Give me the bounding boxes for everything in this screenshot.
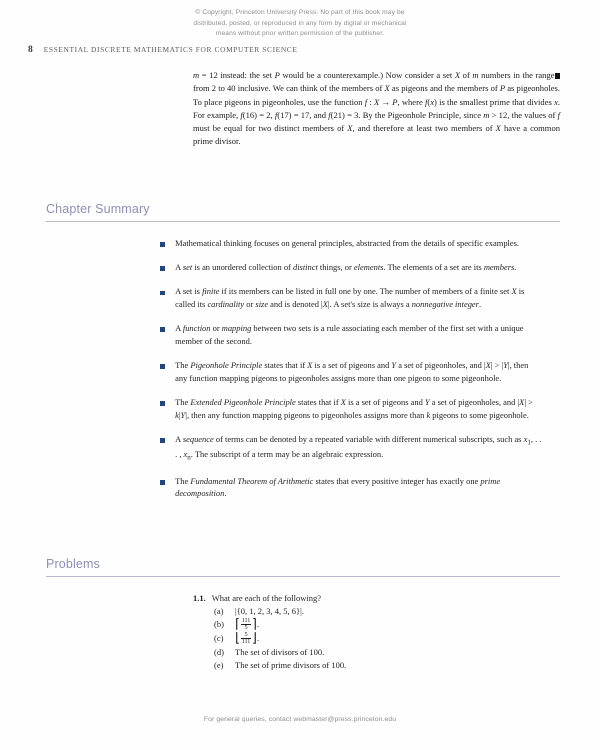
problem-part (214, 605, 560, 617)
part-math-ceiling: ⌈ $\frac{111}{5}$ ⌉. (235, 615, 260, 632)
list-item (160, 322, 542, 347)
summary-bullet-text: The Extended Pigeonhole Principle states that if X is a set of pigeons and Y a set of pigeonholes, and |X| > k|Y|, then any function mapping pigeons to pigeonholes assigns more than k pigeons to some pigeonhole. (175, 396, 533, 420)
list-item (160, 475, 542, 500)
page-footer: For general queries, contact webmaster@press.princeton.edu (203, 716, 397, 723)
summary-bullet-text: The Fundamental Theorem of Arithmetic states that every positive integer has exactly one prime decomposition. (175, 475, 501, 499)
summary-bullet-text: A function or mapping between two sets is a rule associating each member of the first set with a unique member of the second. (175, 323, 524, 346)
problem-parts (214, 605, 560, 671)
square-bullet-icon (160, 480, 165, 485)
problem-part (214, 646, 560, 658)
fraction-numerator: 111 (241, 616, 251, 624)
chapter-summary-title: Chapter Summary (46, 202, 150, 216)
part-text: The set of prime divisors of 100. (235, 659, 347, 670)
qed-tombstone-icon (555, 73, 561, 79)
fraction-denominator: 111 (241, 638, 251, 646)
problem-part (214, 615, 560, 632)
page-number: 8 (28, 45, 33, 55)
copyright-line-1: © Copyright, Princeton University Press. No part of this book may be (195, 9, 405, 16)
body-column (193, 69, 560, 149)
fraction-denominator: 5 (244, 624, 248, 632)
square-bullet-icon (160, 401, 165, 406)
part-label: (d) (214, 647, 224, 658)
list-item (160, 396, 542, 421)
list-item (160, 285, 542, 310)
problem-part (214, 659, 560, 671)
copyright-line-3: means without prior written permission of the publisher. (215, 30, 385, 38)
square-bullet-icon (160, 266, 165, 271)
part-trailing: . (256, 633, 260, 644)
summary-bullet-text: A set is an unordered collection of distinct things, or elements. The elements of a set are its members. (175, 262, 517, 273)
fraction (241, 632, 252, 646)
problems-section-header (46, 557, 560, 577)
list-item (160, 433, 542, 464)
fraction-numerator: 5 (241, 632, 252, 640)
part-trailing: . (256, 618, 260, 629)
part-text: |{0, 1, 2, 3, 4, 5, 6}|. (235, 606, 304, 617)
square-bullet-icon (160, 327, 165, 332)
square-bullet-icon (160, 364, 165, 369)
copyright-line-2: distributed, posted, or reproduced in any form by digital or mechanical (193, 19, 407, 27)
part-label: (b) (214, 618, 224, 629)
list-item (160, 237, 542, 250)
running-head (28, 45, 572, 55)
problems-title: Problems (46, 557, 100, 571)
book-title: ESSENTIAL DISCRETE MATHEMATICS FOR COMPUTER SCIENCE (43, 45, 298, 54)
chapter-summary-list (160, 237, 542, 512)
copyright-notice (0, 8, 600, 40)
problem-prompt: What are each of the following? (211, 593, 322, 603)
list-item (160, 261, 542, 274)
square-bullet-icon (160, 291, 165, 296)
square-bullet-icon (160, 438, 165, 443)
chapter-summary-section-header (46, 202, 560, 222)
problems-list (193, 592, 560, 671)
part-label: (e) (214, 659, 224, 670)
part-text: The set of divisors of 100. (235, 647, 325, 658)
problem-part (214, 632, 560, 646)
part-math-floor: ⌊ $\frac{5}{111}$ ⌋. (235, 630, 260, 646)
part-label: (c) (214, 633, 224, 644)
square-bullet-icon (160, 242, 165, 247)
part-label: (a) (214, 606, 224, 617)
summary-bullet-text: Mathematical thinking focuses on general principles, abstracted from the details of specific examples. (175, 238, 520, 248)
list-item (160, 359, 542, 384)
problem-number: 1.1. (193, 593, 206, 603)
chapter-summary-divider (46, 221, 560, 222)
body-paragraph (193, 69, 560, 149)
fraction (241, 618, 252, 632)
problems-divider (46, 576, 560, 577)
body-paragraph-text: m = 12 instead: the set P would be a counterexample.) Now consider a set X of m numbers in the range from 2 to 40 inclusive. We can think of the members of X as pigeons and the members of P as pigeonholes. To place pigeons in pigeonholes, use the function f : X → P, where f(x) is the smallest prime that divides x. For example, f(16) = 2, f(17) = 17, and f(21) = 3. By the Pigeonhole Principle, since m > 12, the values of f must be equal for two distinct members of X, and therefore at least two members of X have a common prime divisor. (193, 70, 560, 147)
summary-bullet-text: The Pigeonhole Principle states that if X is a set of pigeons and Y a set of pigeonholes, and |X| > |Y|, then any function mapping pigeons to pigeonholes assigns more than one pigeon to some pigeonhole. (175, 360, 529, 383)
summary-bullet-text: A set is finite if its members can be listed in full one by one. The number of members of a finite set X is called its cardinality or size and is denoted |X|. A set's size is always a nonnegative integer. (175, 286, 525, 310)
summary-bullet-text: A sequence of terms can be denoted by a repeated variable with different numerical subscripts, such as $x_1$, . . . , $x_n$. The subscript of a term may be an algebraic expression. (175, 433, 542, 462)
problem-heading (193, 592, 560, 604)
